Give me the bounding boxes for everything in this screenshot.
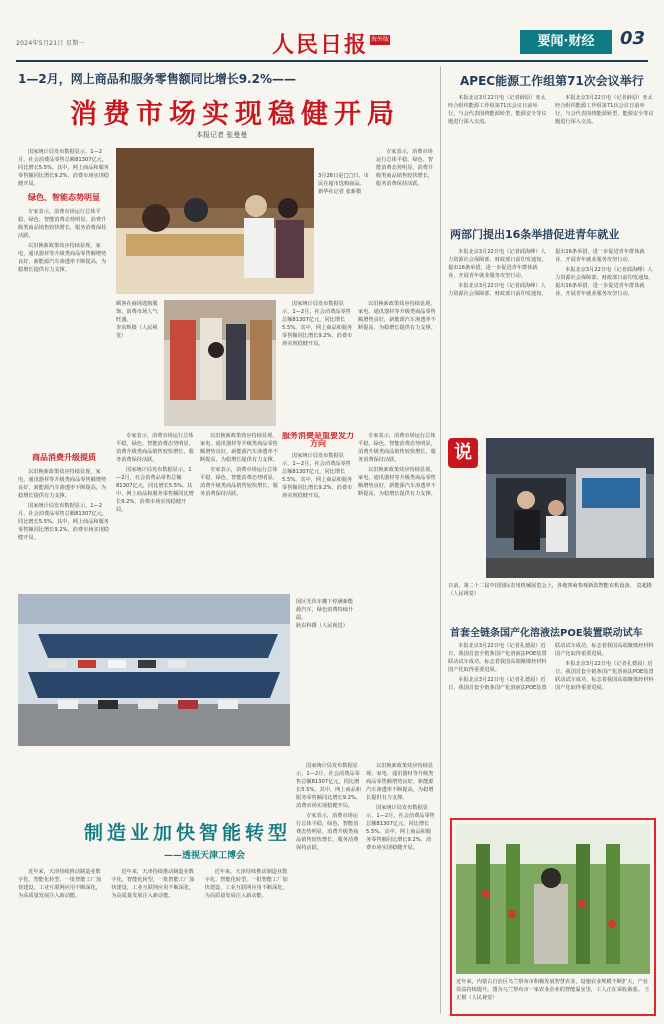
masthead-rule [16, 60, 648, 62]
youth-para: 本报北京3月22日电（记者邱海峰）人力资源社会保障部、财政部日前印发通知，提出16条举措，进一步促进青年群体就业，开展青年就业服务攻坚行动。 [555, 267, 654, 297]
clothing-photo [164, 300, 276, 426]
lead-para: 国家统计局发布数据显示，1—2月，社会消费品零售总额81307亿元，同比增长5.5%。其中，网上商品和服务零售额同比增长9.2%，消费市场实现稳健开局。 [296, 763, 362, 809]
lead-para: 专家表示，消费市场运行总体平稳，绿色、智能消费态势明显，消费升级类商品销售较快增长，服务消费保持活跃。 [200, 467, 278, 497]
lead-body-col1 [18, 148, 110, 444]
date-line: 2024年5月21日 星期一 [16, 40, 85, 47]
lead-body-col8 [358, 432, 436, 588]
lead-body-col9 [296, 762, 362, 1012]
lead-body-col1b [18, 450, 110, 608]
highlighted-photo-box [450, 818, 656, 1016]
photo-caption: 日前，第二十二届中国国际农用机械展览会上，各地客商参观新款智能农机设备。 袁超摄（人民视觉） [448, 583, 652, 597]
second-body [18, 868, 290, 1014]
newspaper-logo: 人民日报 [272, 32, 369, 58]
lead-para: 国家统计局发布数据显示，1—2月，社会消费品零售总额81307亿元，同比增长5.5%。其中，网上商品和服务零售额同比增长9.2%，消费市场实现稳健开局。 [18, 149, 109, 187]
photo-credit: 李东辉摄（人民视觉） [116, 325, 158, 339]
lead-para: 国家统计局发布数据显示，1—2月，社会消费品零售总额81307亿元，同比增长5.5%。其中，网上商品和服务零售额同比增长9.2%，消费市场实现稳健开局。 [116, 467, 194, 513]
lead-kicker: 1—2月，网上商品和服务零售额同比增长9.2%—— [18, 72, 296, 86]
lead-body-col5 [116, 432, 196, 588]
poe-headline: 首套全链条国产化溶液法POE装置联动试车 [450, 628, 643, 639]
youth-para: 本报北京3月22日电（记者邱海峰）人力资源社会保障部、财政部日前印发通知，提出16条举措，进一步促进青年群体就业，开展青年就业服务攻坚行动。 [448, 249, 645, 297]
lead-para: 以旧换新政策效应持续显现，家电、通讯器材等升级类商品零售额增势良好，新能源汽车渗透率不断提高，为稳增长提供有力支撑。 [358, 301, 436, 331]
section-tab: 要闻·财经 [520, 30, 612, 54]
photo-caption: 园区光伏车棚下停满新能源汽车，绿色消费持续升温。 耿东科摄（人民视觉） [296, 599, 354, 629]
lead-body-col4 [358, 300, 436, 426]
lead-body-col3 [282, 300, 354, 426]
apec-para: 本报北京3月22日电（记者薛原）亚太经合组织能源工作组第71次会议日前举行，与会代表围绕能源转型、能源安全等议题进行深入交流。 [448, 95, 547, 125]
page-number: 03 [620, 28, 646, 49]
lead-para: 以旧换新政策效应持续显现，家电、通讯器材等升级类商品零售额增势良好，新能源汽车渗透率不断提高，为稳增长提供有力支撑。 [18, 243, 107, 273]
poe-para: 本报北京3月22日电（记者孔德晨）近日，我国首套全链条国产化溶液法POE装置联动试车成功，标志着我国高端聚烯烃材料国产化取得重要进展。 [448, 643, 654, 691]
lead-para: 专家表示，消费市场运行总体平稳，绿色、智能消费态势明显，消费升级类商品销售较快增长，服务消费保持活跃。 [296, 813, 359, 851]
masthead [0, 0, 664, 62]
photo-caption: 顾客在商场选购服饰，消费市场人气旺盛。 李东辉摄（人民视觉） [116, 301, 158, 339]
photo-caption: 近年来，内蒙古自治区乌兰察布市积极发展智慧农业，设施农业规模不断扩大，产业效益持续提升。图为乌兰察布市一家农业企业的智能温室里，工人正在采收番茄。 王正摄（人民视觉） [456, 979, 650, 1001]
second-headline: 制造业加快智能转型 [84, 822, 292, 844]
lead-body-col6 [200, 432, 278, 588]
lead-body-col10 [366, 762, 436, 1012]
apec-headline: APEC能源工作组第71次会议举行 [460, 74, 644, 88]
machinery-photo [486, 438, 654, 578]
apec-body [448, 94, 654, 218]
second-para: 近年来，天津持续推动制造业数字化、智能化转型，一批智能工厂加快建设，工业互联网应用不断深化，为高质量发展注入新动能。 [18, 869, 102, 899]
lead-para: 以旧换新政策效应持续显现，家电、通讯器材等升级类商品零售额增势良好，新能源汽车渗透率不断提高，为稳增长提供有力支撑。 [18, 469, 107, 499]
apec-para: 本报北京3月22日电（记者薛原）亚太经合组织能源工作组第71次会议日前举行，与会代表围绕能源转型、能源安全等议题进行深入交流。 [555, 95, 654, 125]
photo-credit: 袁超摄（人民视觉） [448, 583, 652, 597]
second-subheadline: ——透视天津工博会 [164, 851, 246, 861]
youth-body [448, 248, 654, 438]
lead-headline: 消费市场实现稳健开局 [70, 99, 400, 130]
lead-para: 以旧换新政策效应持续显现，家电、通讯器材等升级类商品零售额增势良好，新能源汽车渗透率不断提高，为稳增长提供有力支撑。 [200, 433, 278, 463]
comment-badge: 说 [448, 438, 478, 468]
lead-para: 专家表示，消费市场运行总体平稳，绿色、智能消费态势明显，消费升级类商品销售较快增长，服务消费保持活跃。 [116, 433, 194, 463]
lead-body-col7 [282, 432, 354, 588]
youth-employment-headline: 两部门提出16条举措促进青年就业 [450, 228, 620, 241]
photo-credit: 新华社记者 张新摄 [318, 189, 362, 195]
lead-byline: 本报记者 张曼曼 [196, 131, 248, 139]
lead-para: 国家统计局发布数据显示，1—2月，社会消费品零售总额81307亿元，同比增长5.5%。其中，网上商品和服务零售额同比增长9.2%，消费市场实现稳健开局。 [282, 301, 353, 347]
poe-para: 本报北京3月22日电（记者孔德晨）近日，我国首套全链条国产化溶液法POE装置联动试车成功，标志着我国高端聚烯烃材料国产化取得重要进展。 [448, 643, 547, 673]
lead-para: 国家统计局发布数据显示，1—2月，社会消费品零售总额81307亿元，同比增长5.5%。其中，网上商品和服务零售额同比增长9.2%，消费市场实现稳健开局。 [366, 805, 435, 851]
greenhouse-photo [456, 824, 650, 974]
poe-body [448, 642, 654, 812]
lead-para: 以旧换新政策效应持续显现，家电、通讯器材等升级类商品零售额增势良好，新能源汽车渗透率不断提高，为稳增长提供有力支撑。 [366, 763, 434, 801]
poe-para: 本报北京3月22日电（记者孔德晨）近日，我国首套全链条国产化溶液法POE装置联动试车成功，标志着我国高端聚烯烃材料国产化取得重要进展。 [555, 661, 654, 691]
market-photo [116, 148, 314, 294]
lead-subhead: 服务消费是重要发力方向 [282, 432, 354, 448]
second-para: 近年来，天津持续推动制造业数字化、智能化转型，一批智能工厂加快建设，工业互联网应用不断深化，为高质量发展注入新动能。 [204, 869, 288, 899]
lead-para: 以旧换新政策效应持续显现，家电、通讯器材等升级类商品零售额增势良好，新能源汽车渗透率不断提高，为稳增长提供有力支撑。 [358, 467, 436, 497]
lead-body-col2 [376, 148, 436, 294]
second-para: 近年来，天津持续推动制造业数字化、智能化转型，一批智能工厂加快建设，工业互联网应用不断深化，为高质量发展注入新动能。 [111, 869, 195, 899]
lead-para: 专家表示，消费市场运行总体平稳，绿色、智能消费态势明显，消费升级类商品销售较快增长，服务消费保持活跃。 [376, 149, 434, 187]
photo-caption: 3月26日是□□日，市民在超市选购商品。 新华社记者 张新摄 [318, 173, 369, 195]
lead-para: 专家表示，消费市场运行总体平稳，绿色、智能消费态势明显，消费升级类商品销售较快增长，服务消费保持活跃。 [18, 209, 107, 239]
lead-para: 国家统计局发布数据显示，1—2月，社会消费品零售总额81307亿元，同比增长5.5%。其中，网上商品和服务零售额同比增长9.2%，消费市场实现稳健开局。 [282, 453, 353, 499]
photo-credit: 王正摄（人民视觉） [456, 987, 650, 1001]
photo-credit: 耿东科摄（人民视觉） [296, 623, 348, 629]
lead-subhead: 绿色、智能态势明显 [28, 193, 100, 202]
youth-para: 本报北京3月22日电（记者邱海峰）人力资源社会保障部、财政部日前印发通知，提出16条举措，进一步促进青年群体就业，开展青年就业服务攻坚行动。 [448, 249, 547, 279]
edition-tag: 海外版 [370, 36, 389, 43]
solar-carport-photo [18, 594, 290, 746]
lead-para: 专家表示，消费市场运行总体平稳，绿色、智能消费态势明显，消费升级类商品销售较快增长，服务消费保持活跃。 [358, 433, 436, 463]
lead-subhead: 商品消费升级提质 [32, 453, 96, 462]
lead-para: 国家统计局发布数据显示，1—2月，社会消费品零售总额81307亿元，同比增长5.5%。其中，网上商品和服务零售额同比增长9.2%，消费市场实现稳健开局。 [18, 503, 109, 541]
column-divider [440, 66, 441, 1014]
